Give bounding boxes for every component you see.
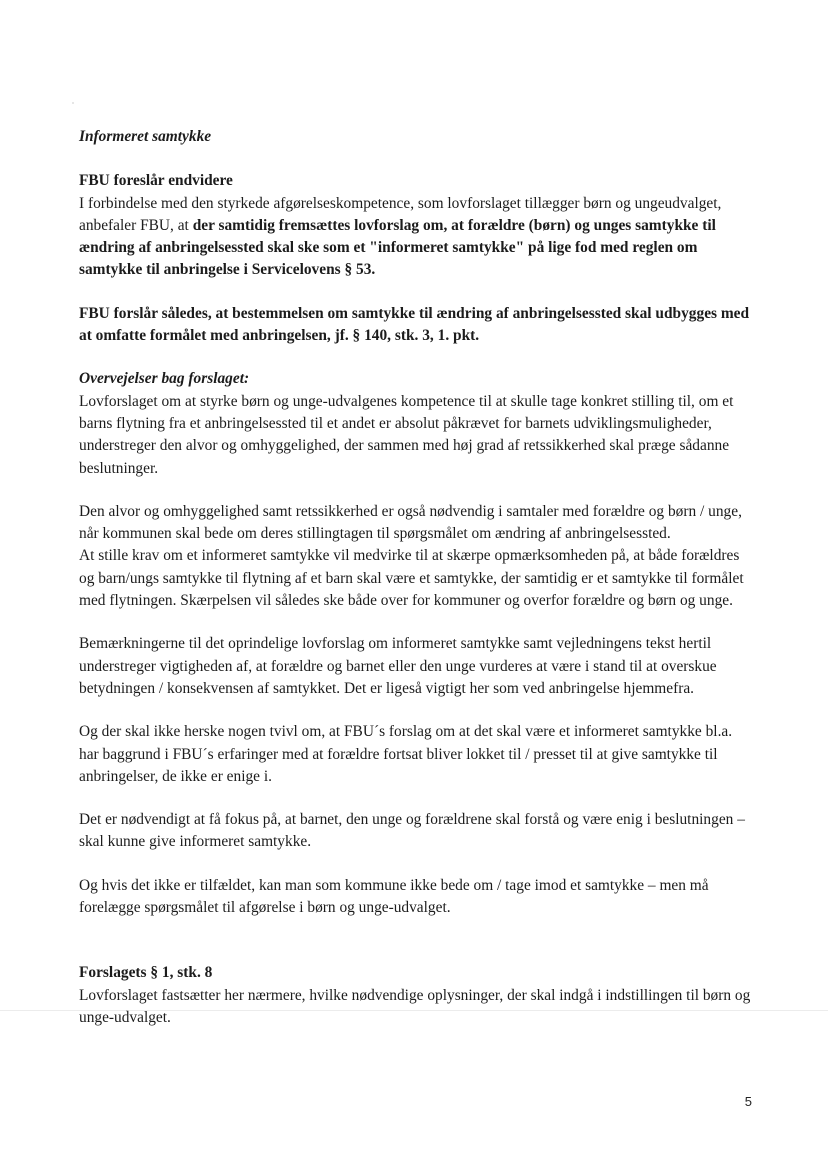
considerations-paragraph-6: Det er nødvendigt at få fokus på, at barnet, den unge og forældrene skal forstå og være enig i beslutningen – skal kunne give informeret samtykke. bbox=[79, 811, 745, 851]
document-body bbox=[79, 126, 754, 1050]
paragraph-proposal: FBU forslår således, at bestemmelsen om samtykke til ændring af anbringelsessted skal udbygges med at omfatte formålet med anbringelsen, jf. § 140, stk. 3, 1. pkt. bbox=[79, 304, 750, 345]
section-spacer bbox=[79, 940, 754, 962]
considerations-heading: Overvejelser bag forslaget: bbox=[79, 370, 250, 388]
considerations-paragraph-5: Og der skal ikke herske nogen tvivl om, at FBU´s forslag om at det skal være et informeret samtykke bl.a. har baggrund i FBU´s erfaringer med at forældre fortsat bliver lokket til / presset til at give samtykke til anbringelser, de ikke er enige i. bbox=[79, 723, 733, 785]
paragraph-recommendation-plain: I forbindelse med den styrkede afgørelseskompetence, som lovforslaget tillægger børn og ungeudvalget, anbefaler FBU, at bbox=[79, 194, 722, 234]
section-heading-informed-consent: Informeret samtykke bbox=[79, 128, 212, 145]
considerations-paragraph-1: Lovforslaget om at styrke børn og unge-udvalgenes kompetence til at skulle tage konkret stilling til, om et barns flytning fra et anbringelsessted til et andet er absolut påkrævet for barnets udviklingsmuligheder, understreger den alvor og omhyggelighed, der sammen med høj grad af retssikkerhed skal præge sådanne beslutninger. bbox=[79, 392, 734, 477]
section-heading-paragraph-1-stk-8: Forslagets § 1, stk. 8 bbox=[79, 964, 213, 982]
scan-speck bbox=[72, 102, 74, 104]
page-number: 5 bbox=[744, 1094, 752, 1109]
paragraph-recommendation-bold: der samtidig fremsættes lovforslag om, at forældre (børn) og unges samtykke til ændring af anbringelsessted skal ske som et "informeret samtykke" på lige fod med reglen om samtykke til anbringelse i Servicelovens § 53. bbox=[79, 216, 716, 279]
paragraph-recommendation bbox=[79, 193, 754, 282]
subheading-fbu-proposes: FBU foreslår endvidere bbox=[79, 172, 233, 190]
considerations-paragraph-2: Den alvor og omhyggelighed samt retssikkerhed er også nødvendig i samtaler med forældre og børn / unge, når kommunen skal bede om deres stillingtagen til spørgsmålet om ændring af anbringelsessted. bbox=[79, 502, 742, 543]
considerations-paragraph-3: At stille krav om et informeret samtykke vil medvirke til at skærpe opmærksomheden på, at både forældres og barn/ungs samtykke til flytning af et barn skal være et samtykke, der samtidig er et samtykke til formålet med flytningen. Skærpelsen vil således ske både over for kommuner og overfor forældre og børn og unge. bbox=[79, 547, 744, 610]
considerations-paragraph-7: Og hvis det ikke er tilfældet, kan man som kommune ikke bede om / tage imod et samtykke – men må forelægge spørgsmålet til afgørelse i børn og unge-udvalget. bbox=[79, 876, 709, 917]
section2-paragraph: Lovforslaget fastsætter her nærmere, hvilke nødvendige oplysninger, der skal indgå i indstillingen til børn og unge-udvalget. bbox=[79, 986, 751, 1026]
considerations-paragraph-4: Bemærkningerne til det oprindelige lovforslag om informeret samtykke samt vejledningens tekst hertil understreger vigtigheden af, at forældre og barnet eller den unge vurderes at være i stand til at overskue betydningen / konsekvensen af samtykket. Det er ligeså vigtigt her som ved anbringelse hjemmefra. bbox=[79, 635, 717, 697]
